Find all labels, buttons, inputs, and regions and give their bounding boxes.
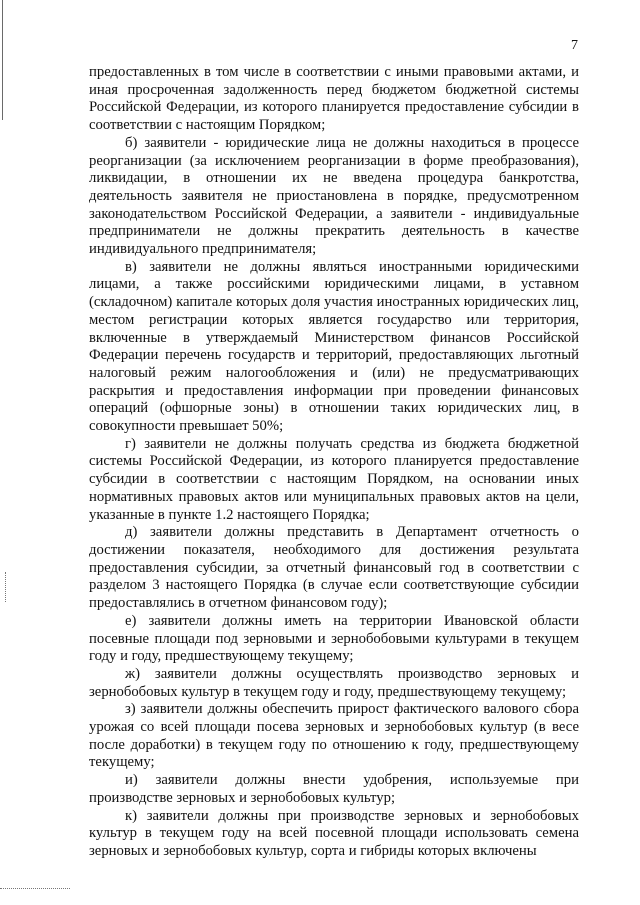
paragraph-item-g: г) заявители не должны получать средства из бюджета бюджетной системы Российской Федерации, из которого планируется предоставление субсидии в соответствии с настоящим Порядком, на основании иных нормативных правовых актов или муниципальных правовых актов на цели, указанные в пункте 1.2 настоящего Порядка;: [89, 435, 579, 523]
page-number: 7: [571, 38, 578, 53]
paragraph-item-z: з) заявители должны обеспечить прирост фактического валового сбора урожая со всей площади посева зерновых и зернобобовых культур (в весе после доработки) в текущем году по отношению к году, предшествующему текущему;: [89, 701, 579, 771]
paragraph-item-v: в) заявители не должны являться иностранными юридическими лицами, а также российскими юридическими лицами, в уставном (складочном) капитале которых доля участия иностранных юридических лиц, местом регистрации которых является государство или территория, включенные в утверждаемый Министерством финансов Российской Федерации перечень государств и территорий, предоставляющих льготный налоговый режим налогообложения и (или) не предусматривающих раскрытия и предоставления информации при проведении финансовых операций (офшорные зоны) в отношении таких юридических лиц, в совокупности превышает 50%;: [89, 258, 579, 435]
paragraph-item-d: д) заявители должны представить в Департамент отчетность о достижении показателя, необходимого для достижения результата предоставления субсидии, за отчетный финансовый год в соответствии с разделом 3 настоящего Порядка (в случае если соответствующие субсидии предоставлялись в отчетном финансовом году);: [89, 524, 579, 612]
paragraph-item-i: и) заявители должны внести удобрения, используемые при производстве зерновых и зернобобовых культур;: [89, 772, 579, 806]
paragraph-item-b: б) заявители - юридические лица не должны находиться в процессе реорганизации (за исключением реорганизации в форме преобразования), ликвидации, в отношении их не введена процедура банкротства, деятельность заявителя не приостановлена в порядке, предусмотренном законодательством Российской Федерации, а заявители - индивидуальные предприниматели не должны прекратить деятельность в качестве индивидуального предпринимателя;: [89, 134, 579, 258]
paragraph-item-k: к) заявители должны при производстве зерновых и зернобобовых культур в текущем году на всей посевной площади использовать семена зерновых и зернобобовых культур, сорта и гибриды которых включены: [89, 807, 579, 859]
scan-edge-line: [2, 0, 3, 120]
document-body: [89, 64, 579, 861]
paragraph-item-zh: ж) заявители должны осуществлять производство зерновых и зернобобовых культур в текущем году и году, предшествующему текущему;: [89, 665, 579, 700]
scan-margin-mark: [5, 572, 7, 602]
scan-bottom-mark: [0, 888, 70, 890]
paragraph-item-e: е) заявители должны иметь на территории Ивановской области посевные площади под зерновыми и зернобобовыми культурами в текущем году и году, предшествующему текущему;: [89, 612, 579, 665]
paragraph-continuation: предоставленных в том числе в соответствии с иными правовыми актами, и иная просроченная задолженность перед бюджетом бюджетной системы Российской Федерации, из которого планируется предоставление субсидии в соответствии с настоящим Порядком;: [89, 64, 579, 134]
